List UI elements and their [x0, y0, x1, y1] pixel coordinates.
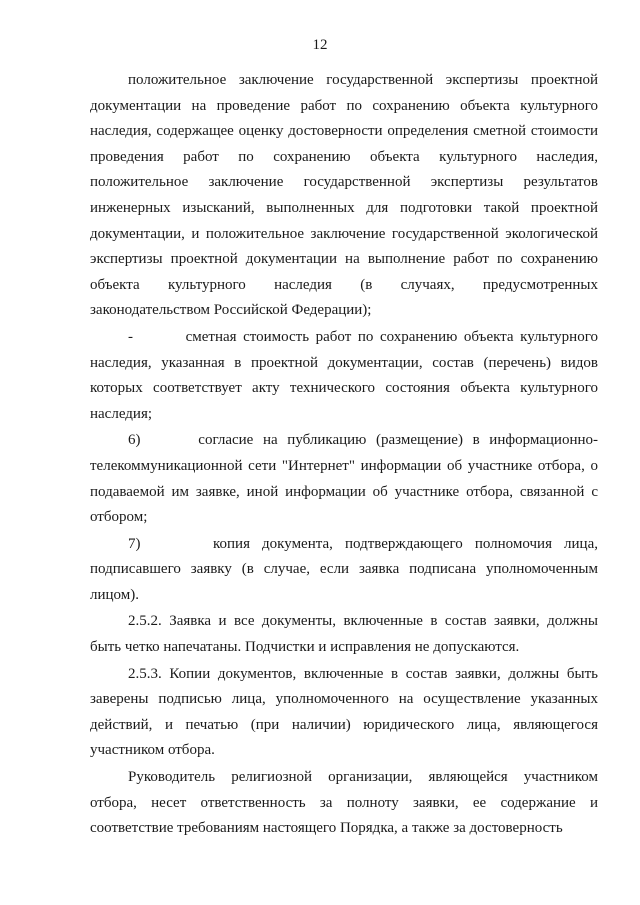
paragraph-2-5-3: 2.5.3. Копии документов, включенные в состав заявки, должны быть заверены подписью лица, уполномоченного на осуществление указанных действий, и печатью (при наличии) юридического лица, являющегося участником отбора. [90, 665, 598, 759]
paragraph-2-5-2: 2.5.2. Заявка и все документы, включенные в состав заявки, должны быть четко напечатаны. Подчистки и исправления не допускаются. [90, 613, 598, 656]
page-number: 12 [312, 37, 328, 53]
paragraph-item-7-authority-document: 7) копия документа, подтверждающего полномочия лица, подписавшего заявку (в случае, если заявка подписана уполномоченным лицом). [90, 535, 598, 603]
paragraph-head-responsibility: Руководитель религиозной организации, являющейся участником отбора, несет ответственность за полноту заявки, ее содержание и соответствие требованиям настоящего Порядка, а также за достоверность [90, 769, 598, 837]
paragraph-estimated-cost: - сметная стоимость работ по сохранению объекта культурного наследия, указанная в проектной документации, состав (перечень) видов которых соответствует акту технического состояния объекта культурного наследия; [90, 328, 598, 422]
paragraph-item-6-publication-consent: 6) согласие на публикацию (размещение) в информационно-телекоммуникационной сети "Интернет" информации об участнике отбора, о подаваемой им заявке, иной информации об участнике отбора, связанной с отбором; [90, 432, 598, 526]
paragraph-expertise-conclusions: положительное заключение государственной экспертизы проектной документации на проведение работ по сохранению объекта культурного наследия, содержащее оценку достоверности определения сметной стоимости проведения работ по сохранению объекта культурного наследия, положительное заключение государственной экспертизы результатов инженерных изысканий, выполненных для подготовки такой проектной документации, и положительное заключение государственной экологической экспертизы проектной документации на выполнение работ по сохранению объекта культурного наследия (в случаях, предусмотренных законодательством Российской Федерации); [90, 72, 598, 319]
document-body [90, 68, 598, 842]
